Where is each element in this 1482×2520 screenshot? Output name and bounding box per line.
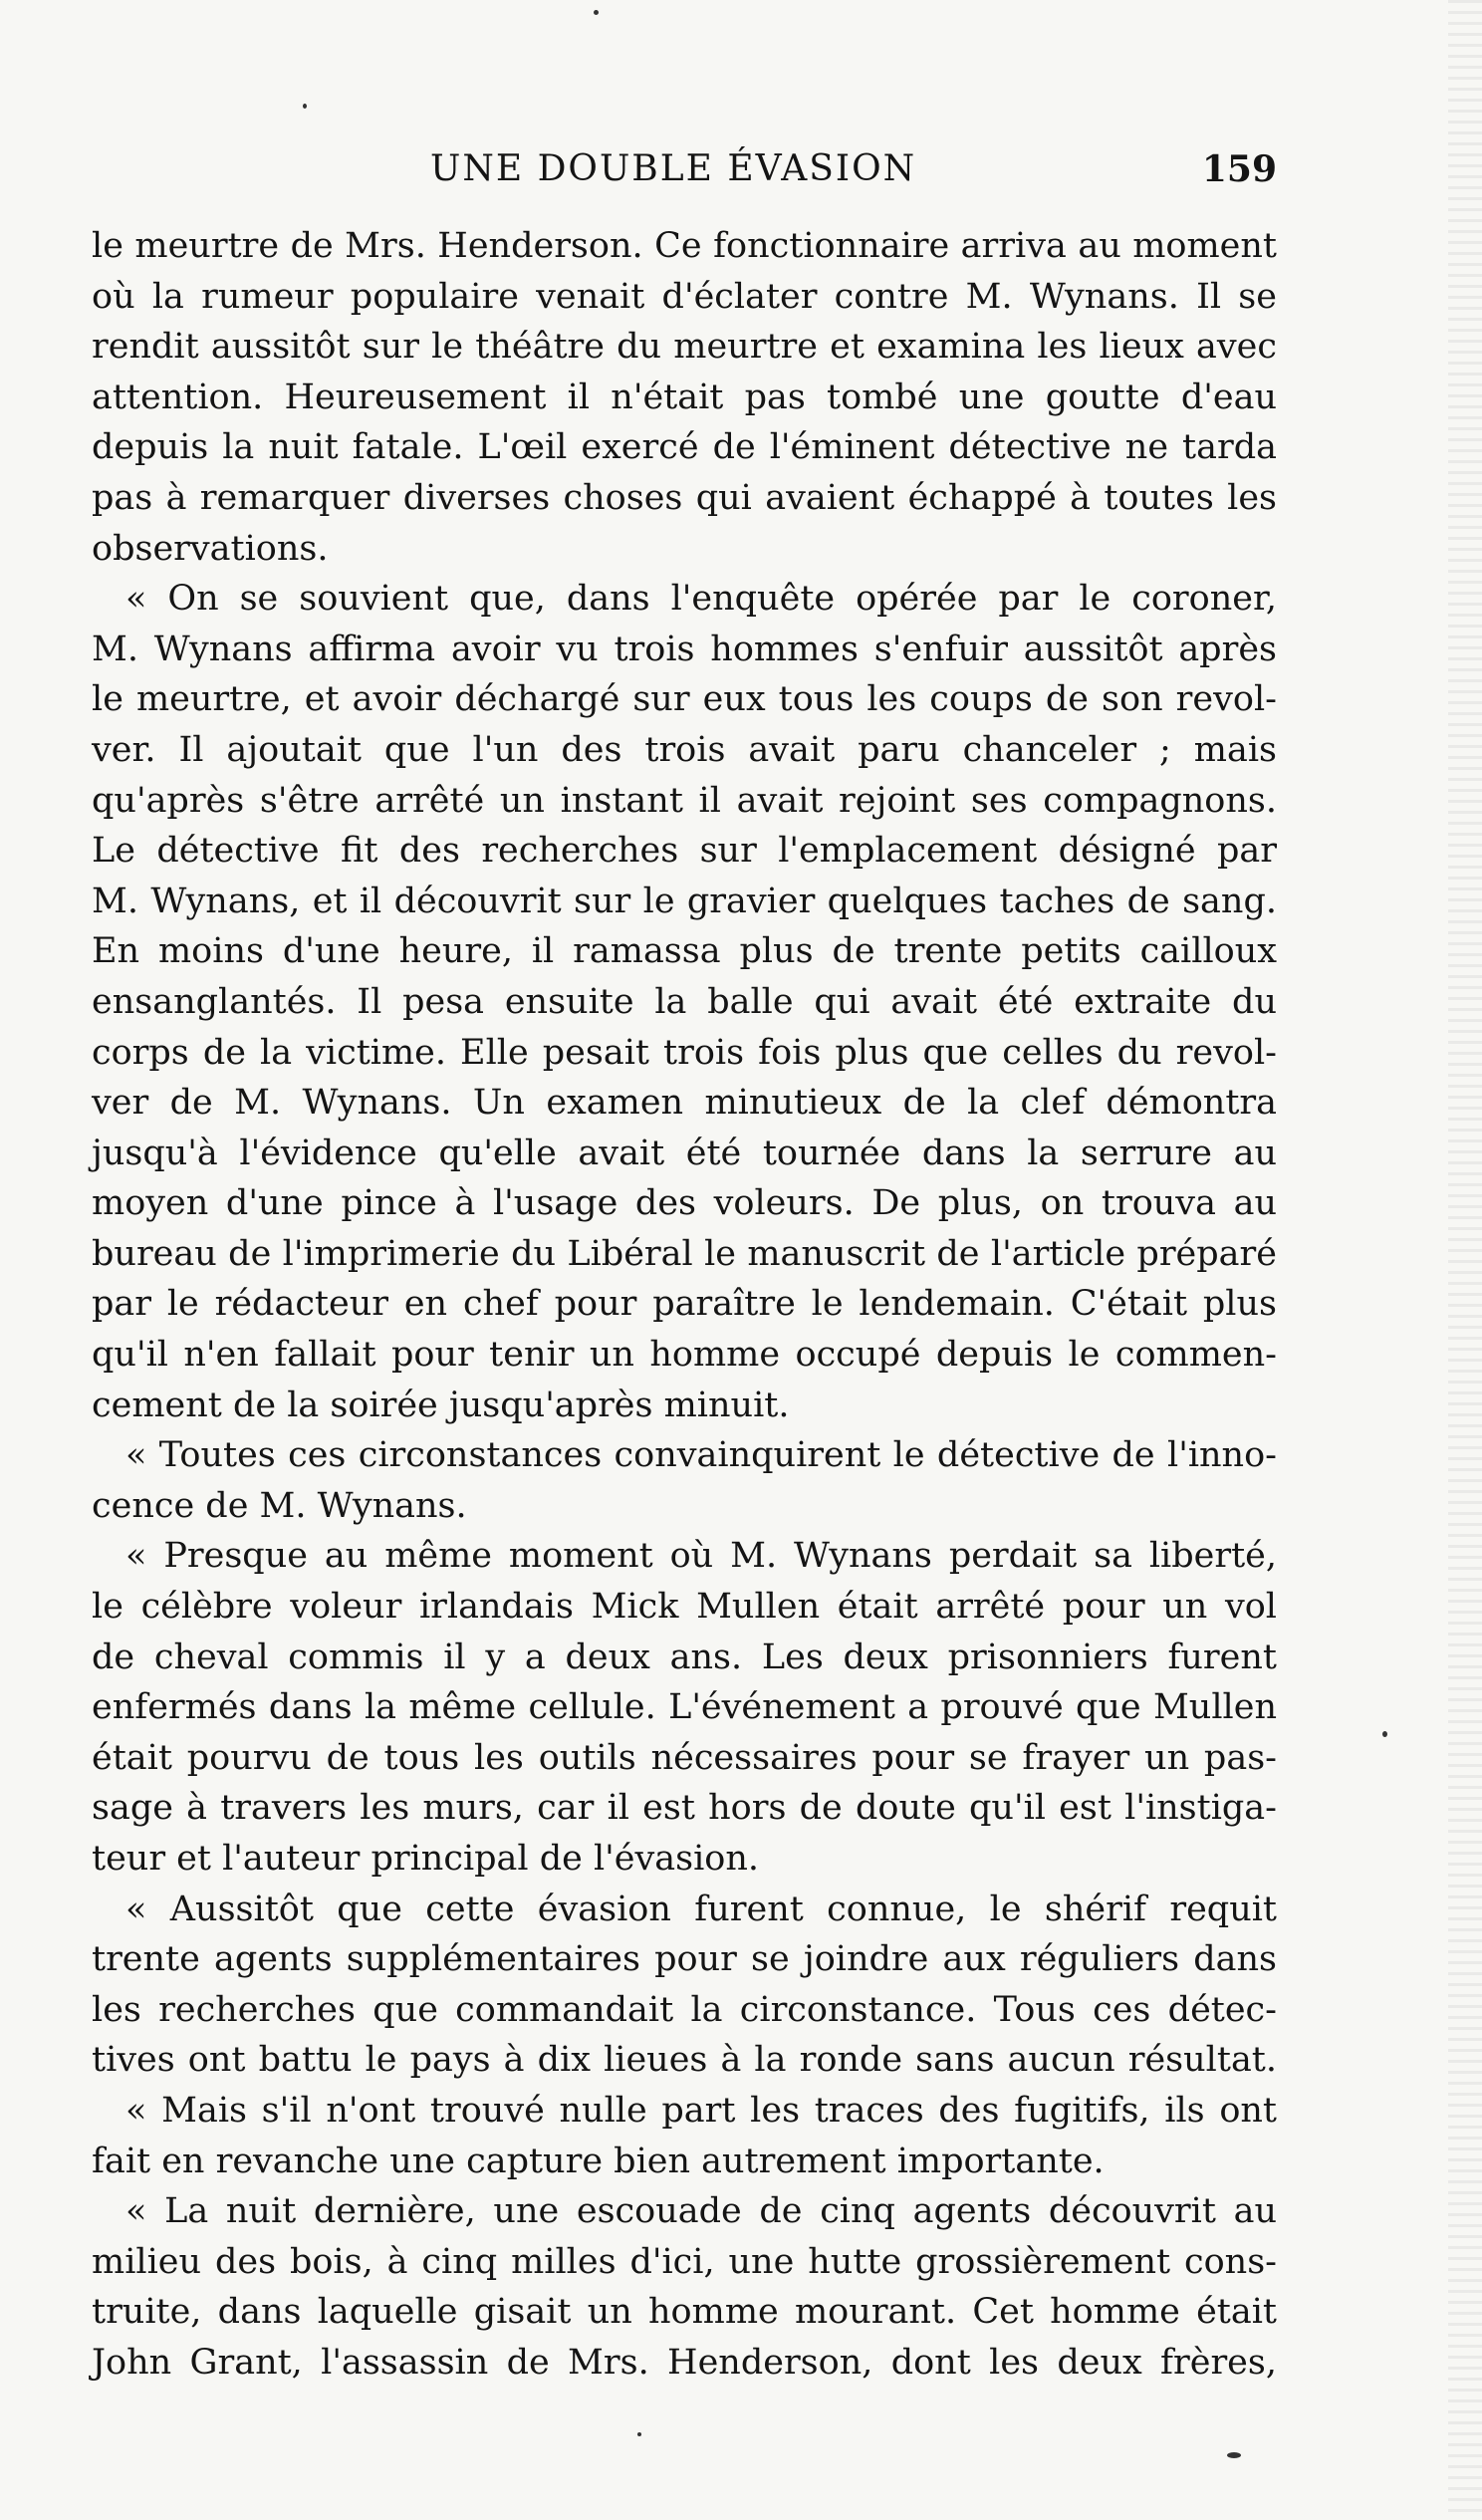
text-line: « Presque au même moment où M. Wynans perdait sa liberté, bbox=[125, 1536, 1277, 1577]
text-line: par le rédacteur en chef pour paraître le lendemain. C'était plus bbox=[92, 1284, 1277, 1325]
text-line: le célèbre voleur irlandais Mick Mullen était arrêté pour un vol bbox=[92, 1587, 1277, 1628]
running-title: UNE DOUBLE ÉVASION bbox=[430, 148, 917, 189]
text-line: M. Wynans, et il découvrit sur le gravier quelques taches de sang. bbox=[92, 881, 1277, 921]
text-line: milieu des bois, à cinq milles d'ici, une hutte grossièrement cons- bbox=[92, 2241, 1277, 2282]
text-line: ver. Il ajoutait que l'un des trois avait paru chanceler ; mais bbox=[92, 729, 1277, 770]
text-line: attention. Heureusement il n'était pas tombé une goutte d'eau bbox=[92, 377, 1277, 417]
text-line: En moins d'une heure, il ramassa plus de trente petits cailloux bbox=[92, 931, 1277, 972]
text-line: cement de la soirée jusqu'après minuit. bbox=[92, 1385, 790, 1425]
text-line: « Mais s'il n'ont trouvé nulle part les traces des fugitifs, ils ont bbox=[125, 2090, 1277, 2131]
text-line: pas à remarquer diverses choses qui avaient échappé à toutes les bbox=[92, 477, 1277, 518]
text-line: Le détective fit des recherches sur l'emplacement désigné par bbox=[92, 831, 1277, 872]
text-line: teur et l'auteur principal de l'évasion. bbox=[92, 1839, 760, 1879]
text-line: M. Wynans affirma avoir vu trois hommes s'enfuir aussitôt après bbox=[92, 629, 1277, 669]
page-edge-noise bbox=[1448, 0, 1482, 2520]
text-line: tives ont battu le pays à dix lieues à la ronde sans aucun résultat. bbox=[92, 2040, 1277, 2081]
scan-speck bbox=[594, 10, 599, 15]
scan-speck bbox=[1227, 2452, 1241, 2458]
text-line: « La nuit dernière, une escouade de cinq agents découvrit au bbox=[125, 2191, 1277, 2232]
text-line: « Aussitôt que cette évasion furent connue, le shérif requit bbox=[125, 1889, 1277, 1929]
text-line: qu'après s'être arrêté un instant il avait rejoint ses compagnons. bbox=[92, 780, 1277, 821]
text-line: « Toutes ces circonstances convainquirent le détective de l'inno- bbox=[125, 1435, 1277, 1476]
scan-speck bbox=[637, 2432, 641, 2436]
text-line: « On se souvient que, dans l'enquête opérée par le coroner, bbox=[125, 579, 1277, 620]
text-line: ensanglantés. Il pesa ensuite la balle qui avait été extraite du bbox=[92, 981, 1277, 1022]
text-line: rendit aussitôt sur le théâtre du meurtre et examina les lieux avec bbox=[92, 327, 1277, 368]
text-line: fait en revanche une capture bien autrement importante. bbox=[92, 2141, 1105, 2181]
text-line: jusqu'à l'évidence qu'elle avait été tournée dans la serrure au bbox=[92, 1133, 1277, 1173]
text-line: bureau de l'imprimerie du Libéral le manuscrit de l'article préparé bbox=[92, 1233, 1277, 1274]
text-line: où la rumeur populaire venait d'éclater contre M. Wynans. Il se bbox=[92, 276, 1277, 317]
text-line: les recherches que commandait la circonstance. Tous ces détec- bbox=[92, 1989, 1277, 2030]
scan-speck bbox=[303, 104, 307, 109]
text-line: qu'il n'en fallait pour tenir un homme occupé depuis le commen- bbox=[92, 1335, 1277, 1376]
running-header bbox=[92, 139, 1277, 199]
text-line: observations. bbox=[92, 528, 329, 569]
text-line: le meurtre, et avoir déchargé sur eux tous les coups de son revol- bbox=[92, 679, 1277, 720]
text-line: ver de M. Wynans. Un examen minutieux de la clef démontra bbox=[92, 1083, 1277, 1124]
scan-speck bbox=[1382, 1731, 1387, 1737]
text-line: sage à travers les murs, car il est hors de doute qu'il est l'instiga- bbox=[92, 1788, 1277, 1829]
page-number: 159 bbox=[1201, 148, 1277, 190]
text-line: de cheval commis il y a deux ans. Les deux prisonniers furent bbox=[92, 1637, 1277, 1677]
text-line: moyen d'une pince à l'usage des voleurs. De plus, on trouva au bbox=[92, 1183, 1277, 1224]
text-line: John Grant, l'assassin de Mrs. Henderson, dont les deux frères, bbox=[92, 2342, 1277, 2383]
text-line: corps de la victime. Elle pesait trois fois plus que celles du revol- bbox=[92, 1032, 1277, 1073]
body-text bbox=[92, 221, 1277, 2389]
text-line: cence de M. Wynans. bbox=[92, 1485, 467, 1526]
text-line: depuis la nuit fatale. L'œil exercé de l'éminent détective ne tarda bbox=[92, 427, 1277, 468]
text-line: le meurtre de Mrs. Henderson. Ce fonctionnaire arriva au moment bbox=[92, 226, 1277, 266]
text-line: trente agents supplémentaires pour se joindre aux réguliers dans bbox=[92, 1939, 1277, 1980]
text-line: truite, dans laquelle gisait un homme mourant. Cet homme était bbox=[92, 2292, 1277, 2333]
text-line: enfermés dans la même cellule. L'événement a prouvé que Mullen bbox=[92, 1687, 1277, 1728]
text-line: était pourvu de tous les outils nécessaires pour se frayer un pas- bbox=[92, 1737, 1277, 1778]
